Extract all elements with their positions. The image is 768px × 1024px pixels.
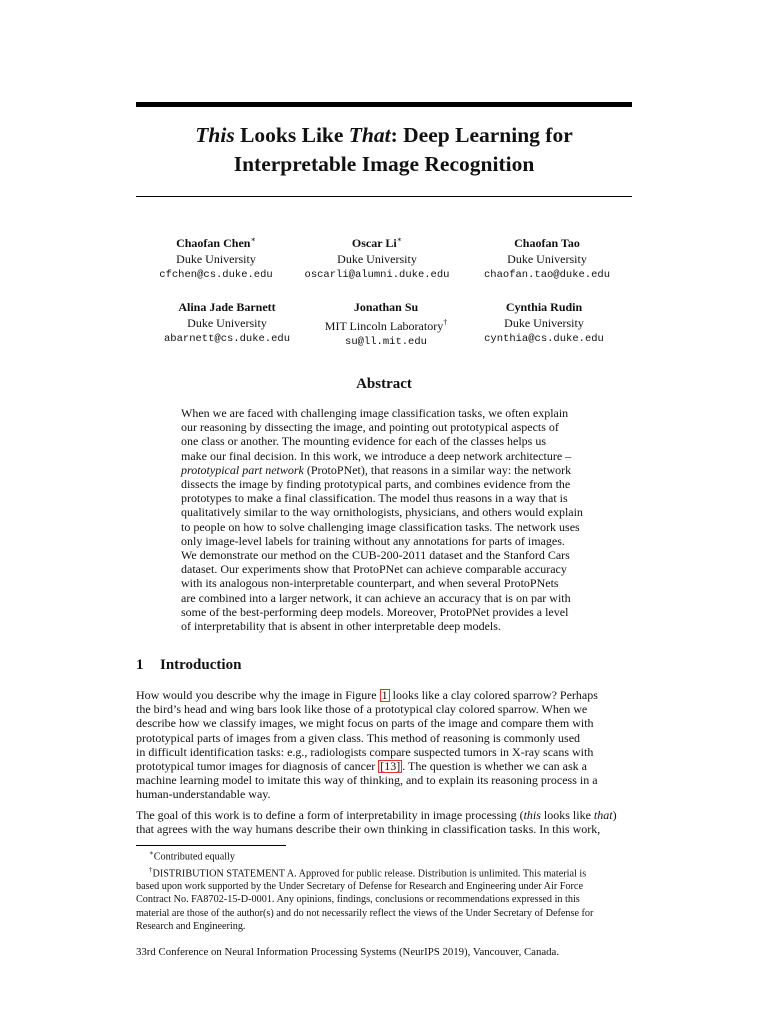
paragraph-line: in difficult identification tasks: e.g., radiologists compare suspected tumors in X-ray scans with — [136, 744, 594, 759]
title-text: Looks Like — [234, 123, 349, 147]
conference-note: 33rd Conference on Neural Information Processing Systems (NeurIPS 2019), Vancouver, Canada. — [136, 946, 560, 958]
citation-link[interactable]: [13] — [380, 759, 401, 774]
intro-paragraph-1 — [136, 688, 632, 802]
footnote-1: ∗Contributed equally — [149, 849, 235, 863]
abstract-line: dataset. Our experiments show that ProtoPNet can achieve comparable accuracy — [181, 562, 567, 577]
paragraph-line: How would you describe why the image in Figure 1 looks like a clay colored sparrow? Perhaps — [136, 688, 598, 702]
author-email[interactable]: chaofan.tao@duke.edu — [483, 269, 611, 281]
author-block — [292, 232, 462, 283]
author-name: Jonathan Su — [353, 300, 419, 314]
paper-title — [136, 121, 632, 179]
abstract-line: We demonstrate our method on the CUB-200-2011 dataset and the Stanford Cars — [181, 548, 570, 563]
abstract-line: one class or another. The mounting evidence for each of the classes helps us — [181, 434, 546, 449]
footnote-line: Research and Engineering. — [136, 920, 246, 932]
title-bottom-rule — [136, 196, 632, 197]
author-affiliation: Duke University — [187, 316, 267, 330]
abstract-line: prototypes to make a final classification. The model thus reasons in a way that is — [181, 491, 568, 506]
author-affiliation: Duke University — [337, 252, 417, 266]
section-title: Introduction — [160, 657, 242, 673]
paragraph-line: The goal of this work is to define a form of interpretability in image processing (this looks like that) — [136, 808, 617, 822]
author-affiliation: Duke University — [504, 316, 584, 330]
author-name: Cynthia Rudin — [505, 300, 583, 314]
author-name: Oscar Li∗ — [351, 235, 403, 250]
abstract-line: our reasoning by dissecting the image, and pointing out prototypical aspects of — [181, 420, 559, 435]
paragraph-line: prototypical parts of images from a given class. This method of reasoning is commonly used — [136, 730, 581, 745]
title-text: : Deep Learning for — [390, 123, 573, 147]
abstract-line: only image-level labels for training without any annotations for parts of images. — [181, 533, 565, 548]
abstract-line: When we are faced with challenging image classification tasks, we often explain — [181, 406, 569, 420]
paragraph-line: prototypical tumor images for diagnosis of cancer [13] . The question is whether we can ask a — [136, 759, 587, 774]
abstract-heading: Abstract — [356, 376, 412, 392]
author-block — [142, 296, 312, 347]
footnote-rule — [136, 845, 286, 846]
author-email[interactable]: oscarli@alumni.duke.edu — [304, 269, 450, 281]
author-name: Chaofan Tao — [514, 236, 580, 250]
footnote-line: Contract No. FA8702-15-D-0001. Any opinions, findings, conclusions or recommendations expressed in this — [136, 894, 580, 906]
figure-reference-link[interactable]: 1 — [381, 688, 388, 702]
abstract-line: with its analogous non-interpretable counterpart, and when several ProtoPNets — [181, 576, 559, 591]
author-block — [462, 232, 632, 283]
abstract-line: dissects the image by finding prototypical parts, and combines evidence from the — [181, 477, 571, 492]
abstract-line: to people on how to solve challenging image classification tasks. The network uses — [181, 519, 580, 534]
paragraph-line: describe how we classify images, we might focus on parts of the image and compare them with — [136, 716, 594, 731]
author-email[interactable]: su@ll.mit.edu — [345, 336, 427, 348]
abstract-line: make our final decision. In this work, we introduce a deep network architecture – — [181, 448, 572, 463]
intro-paragraph-2 — [136, 808, 632, 836]
paragraph-line: human-understandable way. — [136, 787, 271, 802]
author-affiliation: Duke University — [507, 252, 587, 266]
author-name: Alina Jade Barnett — [178, 300, 276, 314]
section-heading — [136, 657, 241, 674]
section-number: 1 — [136, 657, 144, 673]
paragraph-line: the bird’s head and wing bars look like those of a prototypical clay colored sparrow. When we — [136, 702, 588, 717]
author-affiliation: Duke University — [176, 252, 256, 266]
abstract-line: of interpretability that is absent in other interpretable deep models. — [181, 619, 501, 634]
abstract-body — [181, 406, 587, 633]
footnote-2: †DISTRIBUTION STATEMENT A. Approved for public release. Distribution is unlimited. This material is — [149, 865, 587, 879]
author-email[interactable]: cynthia@cs.duke.edu — [484, 333, 604, 345]
paragraph-line: that agrees with the way humans describe their own thinking in classification tasks. In this work, — [136, 822, 601, 837]
abstract-em: prototypical part network — [181, 462, 304, 477]
author-block — [131, 232, 301, 283]
author-email[interactable]: abarnett@cs.duke.edu — [163, 333, 291, 345]
title-line-1 — [136, 121, 632, 150]
title-em-this: This — [195, 123, 235, 147]
author-block — [459, 296, 629, 347]
footnote-line: material are those of the author(s) and do not necessarily reflect the views of the Under Secretary of Defense for — [136, 907, 594, 919]
abstract-line: some of the best-performing deep models. Moreover, ProtoPNet provides a level — [181, 604, 569, 619]
abstract-line: are combined into a larger network, it can achieve an accuracy that is on par with — [181, 590, 571, 605]
footnotes — [136, 847, 636, 933]
paragraph-line: machine learning model to imitate this way of thinking, and to explain its reasoning process in a — [136, 773, 598, 788]
author-name: Chaofan Chen∗ — [176, 235, 256, 250]
author-email[interactable]: cfchen@cs.duke.edu — [159, 269, 273, 281]
abstract-line: qualitatively similar to the way ornithologists, physicians, and others would explain — [181, 505, 583, 520]
footnote-line: based upon work supported by the Under Secretary of Defense for Research and Engineering under Air Force — [136, 881, 583, 893]
title-top-rule — [136, 102, 632, 107]
title-em-that: That — [348, 123, 391, 147]
author-block — [301, 296, 471, 350]
title-line-2: Interpretable Image Recognition — [233, 152, 535, 176]
author-affiliation: MIT Lincoln Laboratory† — [324, 318, 448, 333]
abstract-line: prototypical part network (ProtoPNet), that reasons in a similar way: the network — [181, 462, 572, 477]
